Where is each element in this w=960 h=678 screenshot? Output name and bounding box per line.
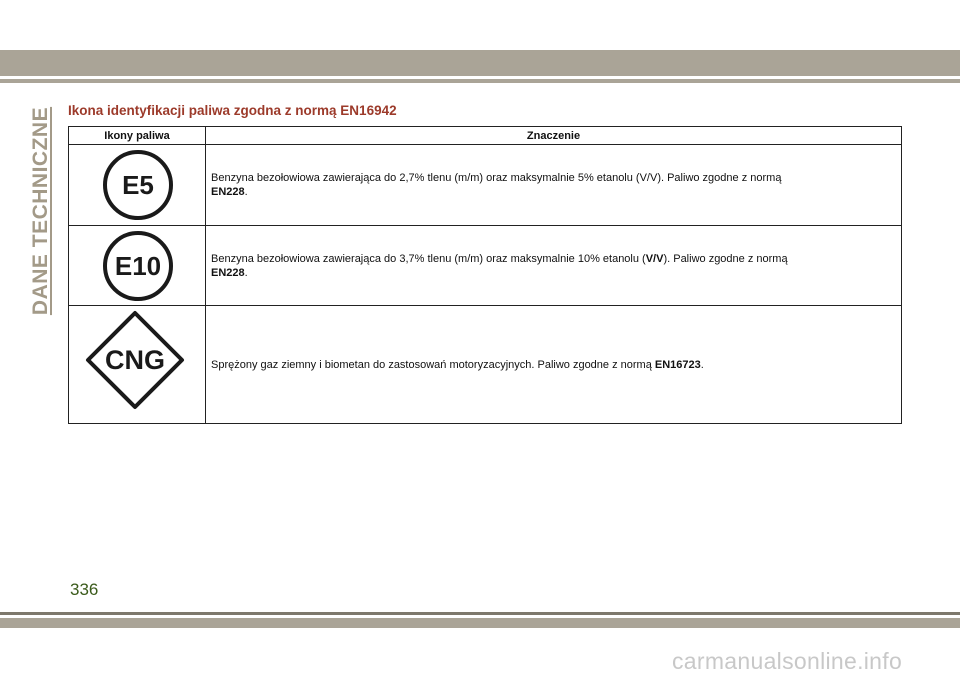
e5-fuel-icon xyxy=(103,150,173,220)
fuel-icon-table xyxy=(68,126,902,424)
meaning-cell-cng xyxy=(206,306,902,424)
header-fuel-icons: Ikony paliwa xyxy=(69,127,206,145)
cng-icon-label: CNG xyxy=(105,344,165,375)
e10-icon-label: E10 xyxy=(114,250,162,281)
e5-norm: EN228 xyxy=(211,186,245,198)
table-row-cng xyxy=(69,306,902,424)
e10-description: Benzyna bezołowiowa zawierająca do 3,7% tlenu (m/m) oraz maksymalnie 10% etanolu ( xyxy=(211,252,646,265)
e10-volume-unit: V/V xyxy=(645,252,664,265)
cng-norm: EN16723 xyxy=(654,358,701,371)
e5-period: . xyxy=(244,186,248,198)
e10-norm: EN228 xyxy=(211,266,245,279)
icon-cell-cng xyxy=(69,306,206,424)
icon-cell-e5 xyxy=(69,145,206,226)
table-row-e5 xyxy=(69,145,902,226)
e10-description-cont: ). Paliwo zgodne z normą xyxy=(663,252,788,265)
section-heading: Ikona identyfikacji paliwa zgodna z normą EN16942 xyxy=(68,103,397,118)
e5-description: Benzyna bezołowiowa zawierająca do 2,7% tlenu (m/m) oraz maksymalnie 5% etanolu (V/V). Paliwo zgodne z normą xyxy=(211,172,782,184)
cng-description: Sprężony gaz ziemny i biometan do zastosowań motoryzacyjnych. Paliwo zgodne z normą xyxy=(211,358,655,371)
cng-period: . xyxy=(700,358,704,371)
meaning-cell-e10 xyxy=(206,226,902,306)
meaning-cell-e5 xyxy=(206,145,902,226)
top-band-line xyxy=(0,79,960,83)
bottom-band-line xyxy=(0,612,960,615)
side-section-tab xyxy=(30,95,52,327)
table-row-e10 xyxy=(69,226,902,306)
side-section-tab-label: DANE TECHNICZNE xyxy=(29,106,52,316)
e10-fuel-icon xyxy=(103,231,173,301)
watermark-text: carmanualsonline.info xyxy=(672,648,903,674)
header-meaning: Znaczenie xyxy=(206,127,902,145)
bottom-band xyxy=(0,618,960,628)
e5-icon-label: E5 xyxy=(122,169,154,200)
table-header-row xyxy=(69,127,902,145)
icon-cell-e10 xyxy=(69,226,206,306)
page-number: 336 xyxy=(70,580,99,599)
top-band xyxy=(0,50,960,76)
e10-period: . xyxy=(244,266,248,279)
